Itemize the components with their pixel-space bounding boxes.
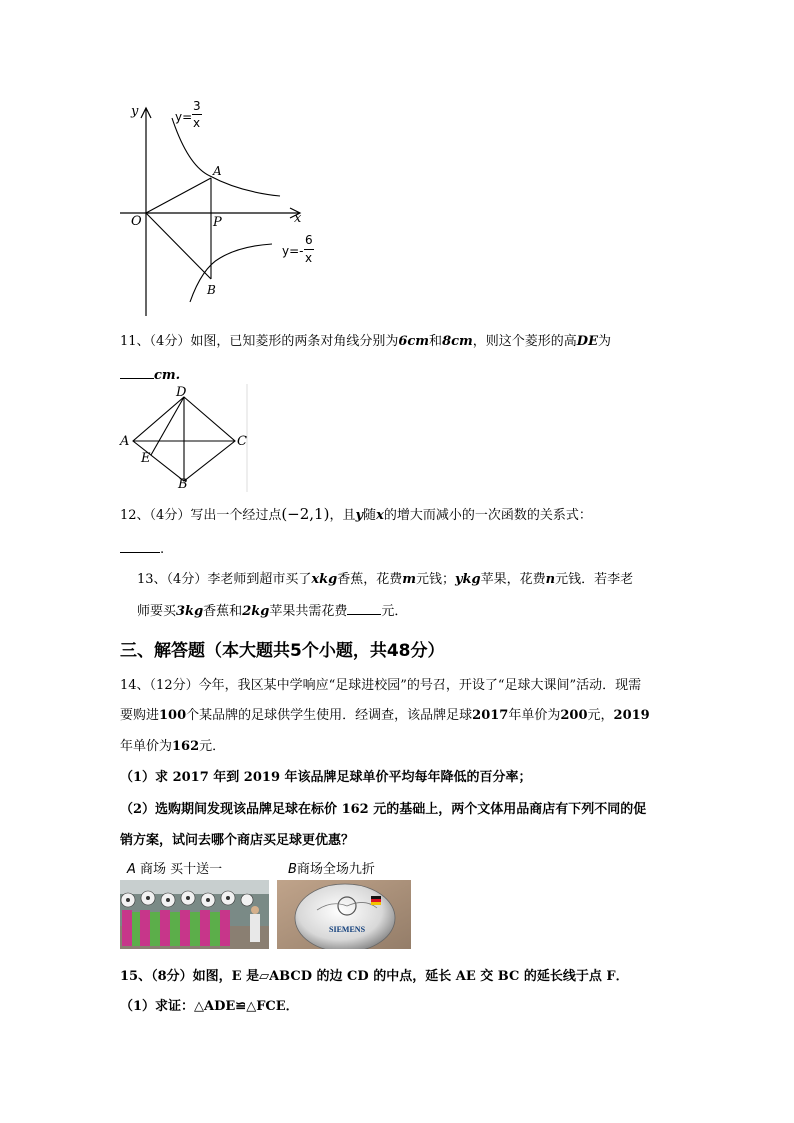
- rhombus-e-label: E: [141, 451, 151, 466]
- question-14-line1: 14、（12分）今年，我区某中学响应“足球进校园”的号召，开设了“足球大课间”活动．现需: [120, 678, 642, 693]
- question-14-sub2-line2: 销方案，试问去哪个商店买足球更优惠？: [120, 833, 355, 848]
- store-b-photo: [277, 880, 411, 949]
- question-14-line3: 年单价为162元．: [120, 739, 226, 754]
- origin-label: O: [131, 214, 142, 229]
- answer-blank[interactable]: [347, 602, 381, 615]
- question-13-line2: 师要买3kg香蕉和2kg苹果共需花费 元．: [137, 604, 408, 619]
- y-axis-label: y: [131, 104, 139, 119]
- question-11-line1: 11、（4分）如图，已知菱形的两条对角线分别为6cm和8cm，则这个菱形的高DE为: [120, 334, 611, 349]
- point-p-label: P: [213, 215, 222, 230]
- curve1-lhs: y=: [175, 110, 193, 124]
- x-axis-label: x: [294, 211, 302, 226]
- question-15-line1: 15、（8分）如图，E 是▱ABCD 的边 CD 的中点，延长 AE 交 BC 的延长线于点 F．: [120, 969, 629, 984]
- question-11-line2: cm.: [120, 366, 180, 386]
- point-b-label: B: [207, 283, 216, 297]
- hyperbola-figure: [110, 96, 330, 320]
- rhombus-c-label: C: [237, 434, 247, 449]
- curve2-denominator: x: [305, 251, 313, 265]
- question-13-line1: 13、（4分）李老师到超市买了xkg香蕉，花费m元钱；ykg苹果，花费n元钱．若李老: [137, 572, 634, 587]
- curve2-lhs-text: y=-: [282, 244, 304, 258]
- question-14-line2: 要购进100个某品牌的足球供学生使用．经调查，该品牌足球2017年单价为200元，2019: [120, 708, 650, 723]
- curve2-numerator: 6: [305, 233, 313, 247]
- ball-brand-text: SIEMENS: [329, 925, 366, 934]
- curve1-denominator: x: [193, 116, 201, 130]
- question-12-line2: .: [120, 540, 164, 560]
- answer-blank[interactable]: [120, 366, 154, 379]
- curve1-fraction-bar: [192, 114, 202, 115]
- section-heading: 三、解答题（本大题共5个小题，共48分）: [120, 641, 445, 661]
- store-a-caption: A 商场 买十送一: [127, 862, 223, 877]
- question-14-sub1: （1）求 2017 年到 2019 年该品牌足球单价平均每年降低的百分率；: [120, 770, 532, 785]
- point-a-label: A: [213, 164, 222, 178]
- rhombus-b-label: B: [178, 477, 188, 492]
- store-a-photo: [120, 880, 269, 949]
- rhombus-d-label: D: [176, 385, 187, 400]
- rhombus-a-label: A: [120, 434, 130, 449]
- question-12-line1: 12、（4分）写出一个经过点(−2,1)，且y随x的增大而减小的一次函数的关系式：: [120, 505, 592, 523]
- curve1-numerator: 3: [193, 99, 201, 113]
- curve2-fraction-bar: [304, 249, 314, 250]
- store-b-caption: B商场全场九折: [288, 862, 375, 877]
- question-15-sub1: （1）求证：△ADE≌△FCE．: [120, 999, 299, 1014]
- question-14-sub2-line1: （2）选购期间发现该品牌足球在标价 162 元的基础上，两个文体用品商店有下列不同的促: [120, 802, 647, 817]
- answer-blank[interactable]: [120, 540, 160, 553]
